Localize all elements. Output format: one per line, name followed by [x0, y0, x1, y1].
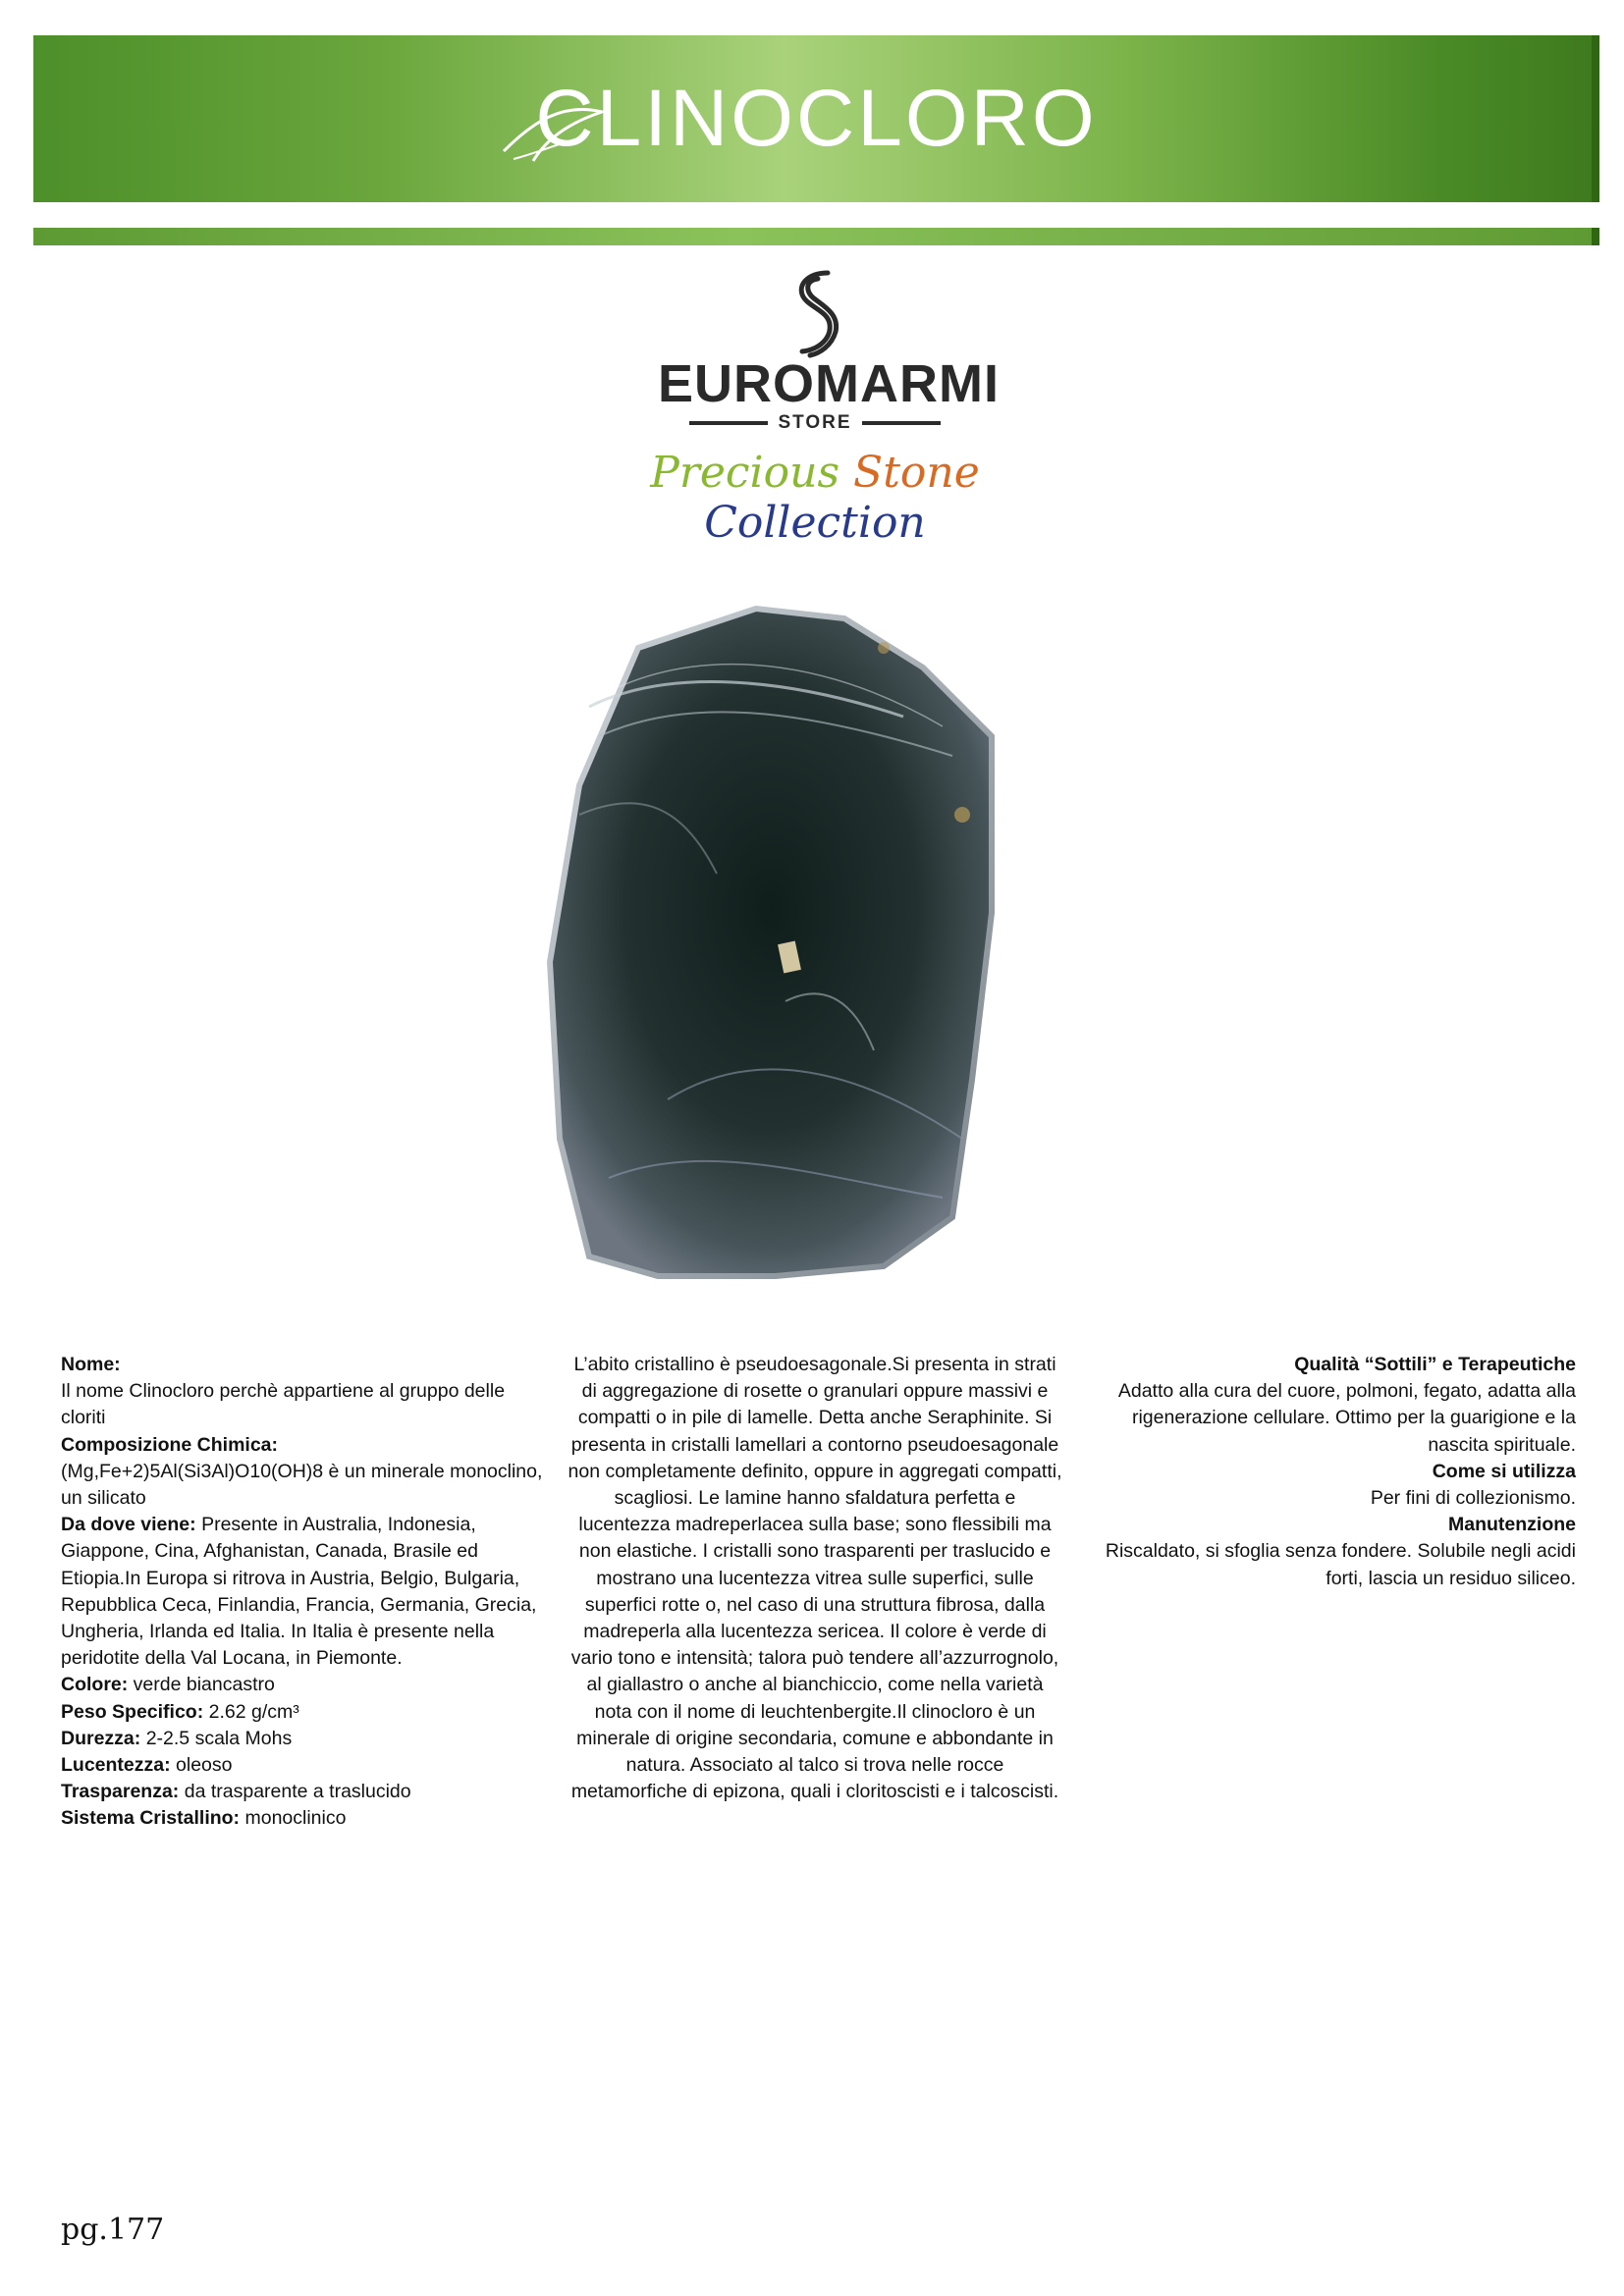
manutenzione-heading: Manutenzione: [1448, 1514, 1576, 1536]
divider-bar-edge: [1592, 228, 1599, 245]
page-title: [535, 73, 1097, 165]
banner-edge: [1592, 35, 1599, 202]
provenienza-value: Presente in Australia, Indonesia, Giappone, Cina, Afghanistan, Canada, Brasile ed Etiopia.In Europa si ritrova in Austria, Belgio, Bulgaria, Repubblica Ceca, Finlandia, Francia, Germania, Grecia, Ungheria, Irlanda ed Italia. In Italia è presente nella peridotite della Val Locana, in Piemonte.: [61, 1514, 537, 1670]
store-rule-left: [689, 421, 768, 425]
colore-label: Colore:: [61, 1674, 129, 1696]
details-column: [61, 1352, 552, 1833]
brand-name: EUROMARMI: [658, 354, 1000, 413]
collection-word-stone: Stone: [853, 448, 980, 498]
trasparenza-row: [61, 1779, 552, 1805]
title-banner: [33, 35, 1599, 202]
collection-word-precious: Precious: [650, 448, 840, 498]
lucentezza-row: [61, 1752, 552, 1779]
utilizzo-text: Per fini di collezionismo.: [1370, 1487, 1576, 1510]
nome-value: Il nome Clinocloro perchè appartiene al gruppo delle cloriti: [61, 1380, 506, 1429]
sistema-row: [61, 1805, 552, 1832]
peso-row: [61, 1699, 552, 1726]
qualita-text: Adatto alla cura del cuore, polmoni, fegato, adatta alla rigenerazione cellulare. Ottimo per la guarigione e la nascita spirituale.: [1117, 1380, 1576, 1456]
divider-bar: [33, 228, 1599, 245]
page-title-text: CLINOCLORO: [535, 74, 1098, 163]
trasparenza-value: da trasparente a traslucido: [184, 1781, 411, 1803]
title-swash-ornament: [494, 82, 612, 171]
collection-tagline: [589, 448, 1041, 548]
collection-word-collection: Collection: [704, 498, 926, 548]
lucentezza-label: Lucentezza:: [61, 1754, 171, 1777]
description-column: [568, 1352, 1062, 1805]
manutenzione-text: Riscaldato, si sfoglia senza fondere. Solubile negli acidi forti, lascia un residuo siliceo.: [1105, 1540, 1576, 1589]
sistema-label: Sistema Cristallino:: [61, 1807, 241, 1830]
durezza-row: [61, 1726, 552, 1752]
properties-column: [1085, 1352, 1576, 1592]
provenienza-block: [61, 1512, 552, 1672]
provenienza-label: Da dove viene:: [61, 1514, 196, 1536]
store-rule-right: [862, 421, 941, 425]
nome-block: [61, 1352, 552, 1432]
peso-value: 2.62 g/cm³: [208, 1700, 299, 1723]
lucentezza-value: oleoso: [176, 1754, 233, 1777]
store-label: STORE: [778, 412, 852, 433]
colore-row: [61, 1672, 552, 1698]
store-line: [658, 412, 972, 434]
page-number: pg.177: [61, 2213, 165, 2247]
mineral-specimen-image: [530, 589, 1041, 1296]
logo-mark-icon: [781, 267, 849, 361]
composizione-block: [61, 1432, 552, 1513]
durezza-label: Durezza:: [61, 1727, 141, 1749]
composizione-label: Composizione Chimica:: [61, 1433, 279, 1456]
colore-value: verde biancastro: [133, 1674, 275, 1696]
composizione-value: (Mg,Fe+2)5Al(Si3Al)O10(OH)8 è un minerale monoclino, un silicato: [61, 1460, 543, 1510]
peso-label: Peso Specifico:: [61, 1700, 204, 1723]
qualita-heading: Qualità “Sottili” e Terapeutiche: [1294, 1354, 1576, 1375]
sistema-value: monoclinico: [244, 1807, 347, 1830]
utilizzo-heading: Come si utilizza: [1432, 1460, 1576, 1482]
trasparenza-label: Trasparenza:: [61, 1781, 180, 1803]
description-text: L’abito cristallino è pseudoesagonale.Si presenta in strati di aggregazione di rosette o granulari oppure massivi e compatti o in pile di lamelle. Detta anche Seraphinite. Si presenta in cristalli lamellari a contorno pseudoesagonale non completamente definito, oppure in aggregati compatti, scagliosi. Le lamine hanno sfaldatura perfetta e lucentezza madreperlacea sulla base; sono flessibili ma non elastiche. I cristalli sono trasparenti per traslucido e mostrano una lucentezza vitrea sulle superfici, sulle superfici rotte o, nel caso di una struttura fibrosa, dalla madreperla alla lucentezza sericea. Il colore è verde di vario tono e intensità; talora può tendere all’azzurrognolo, al giallastro o anche al bianchiccio, come nella varietà nota con il nome di leuchtenbergite.Il clinocloro è un minerale di origine secondaria, comune e abbondante in natura. Associato al talco si trova nelle rocce metamorfiche di epizona, quali i cloritoscisti e i talcoscisti.: [568, 1354, 1062, 1803]
euromarmi-logo: [658, 267, 1000, 444]
nome-label: Nome:: [61, 1354, 121, 1375]
durezza-value: 2-2.5 scala Mohs: [145, 1727, 293, 1749]
